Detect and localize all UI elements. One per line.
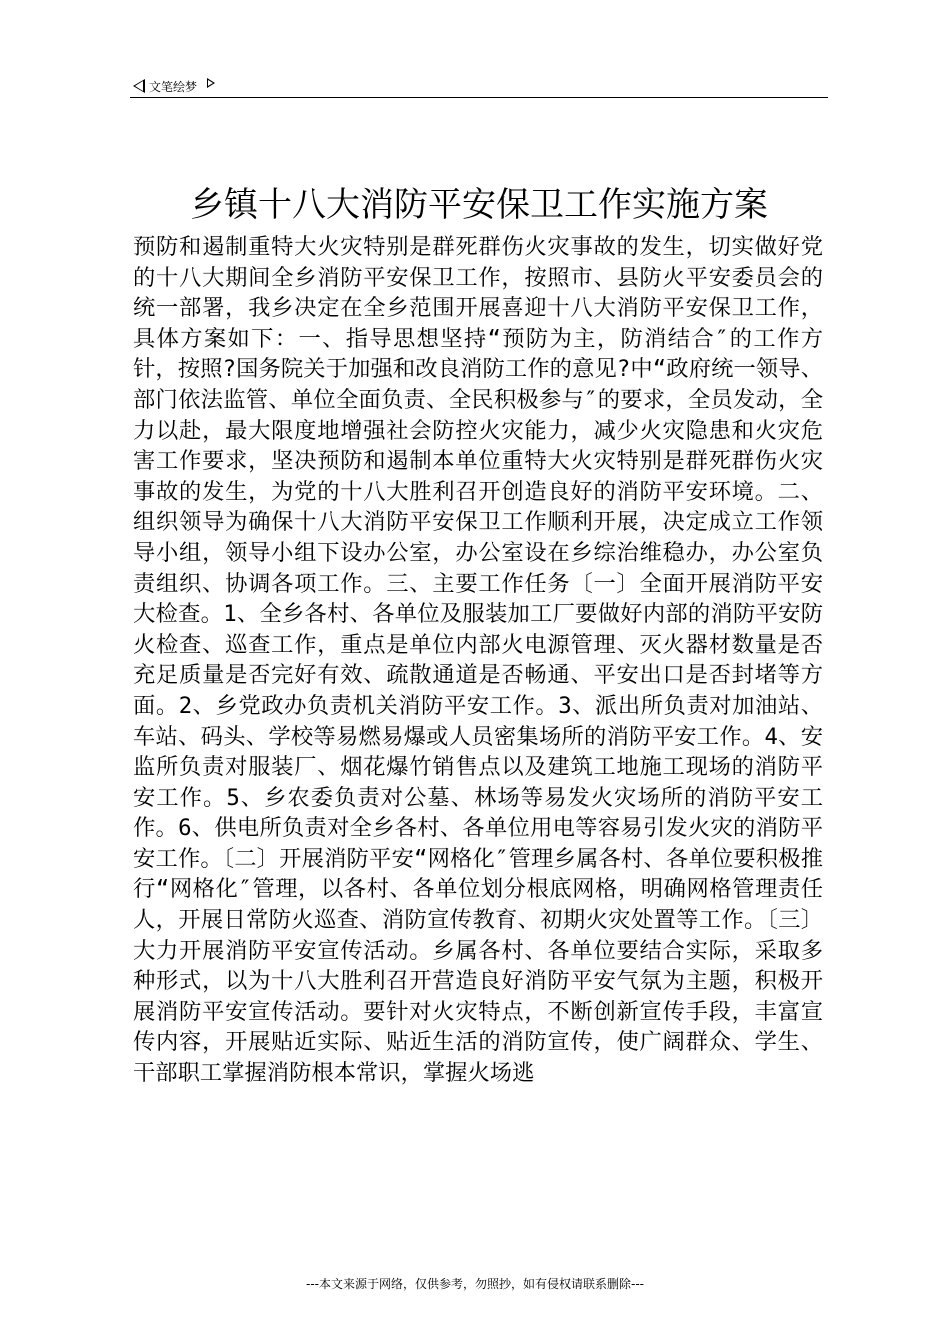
header-brand: 文笔绘梦: [149, 79, 198, 94]
page-footer: ---本文来源于网络，仅供参考，勿照抄，如有侵权请联系删除---: [306, 1277, 644, 1291]
page-header: [133, 75, 215, 97]
header-divider: [130, 97, 828, 98]
document-title: 乡镇十八大消防平安保卫工作实施方案: [190, 185, 768, 225]
triangle-left-icon: [133, 79, 145, 93]
triangle-right-icon: [207, 78, 215, 88]
document-body: 预防和遏制重特大火灾特别是群死群伤火灾事故的发生，切实做好党的十八大期间全乡消防平安保卫工作，按照市、县防火平安委员会的统一部署，我乡决定在全乡范围开展喜迎十八大消防平安保卫工作，具体方案如下：一、指导思想坚持“预防为主，防消结合″的工作方针，按照?国务院关于加强和改良消防工作的意见?中“政府统一领导、部门依法监管、单位全面负责、全民积极参与″的要求，全员发动，全力以赴，最大限度地增强社会防控火灾能力，减少火灾隐患和火灾危害工作要求，坚决预防和遏制本单位重特大火灾特别是群死群伤火灾事故的发生，为党的十八大胜利召开创造良好的消防平安环境。二、组织领导为确保十八大消防平安保卫工作顺利开展，决定成立工作领导小组，领导小组下设办公室，办公室设在乡综治维稳办，办公室负责组织、协调各项工作。三、主要工作任务〔一〕全面开展消防平安大检查。1、全乡各村、各单位及服装加工厂要做好内部的消防平安防火检查、巡查工作，重点是单位内部火电源管理、灭火器材数量是否充足质量是否完好有效、疏散通道是否畅通、平安出口是否封堵等方面。2、乡党政办负责机关消防平安工作。3、派出所负责对加油站、车站、码头、学校等易燃易爆或人员密集场所的消防平安工作。4、安监所负责对服装厂、烟花爆竹销售点以及建筑工地施工现场的消防平安工作。5、乡农委负责对公墓、林场等易发火灾场所的消防平安工作。6、供电所负责对全乡各村、各单位用电等容易引发火灾的消防平安工作。〔二〕开展消防平安“网格化″管理乡属各村、各单位要积极推行“网格化″管理，以各村、各单位划分根底网格，明确网格管理责任人，开展日常防火巡查、消防宣传教育、初期火灾处置等工作。〔三〕大力开展消防平安宣传活动。乡属各村、各单位要结合实际，采取多种形式，以为十八大胜利召开营造良好消防平安气氛为主题，积极开展消防平安宣传活动。要针对火灾特点，不断创新宣传手段，丰富宣传内容，开展贴近实际、贴近生活的消防宣传，使广阔群众、学生、干部职工掌握消防根本常识，掌握火场逃: [133, 234, 823, 1087]
